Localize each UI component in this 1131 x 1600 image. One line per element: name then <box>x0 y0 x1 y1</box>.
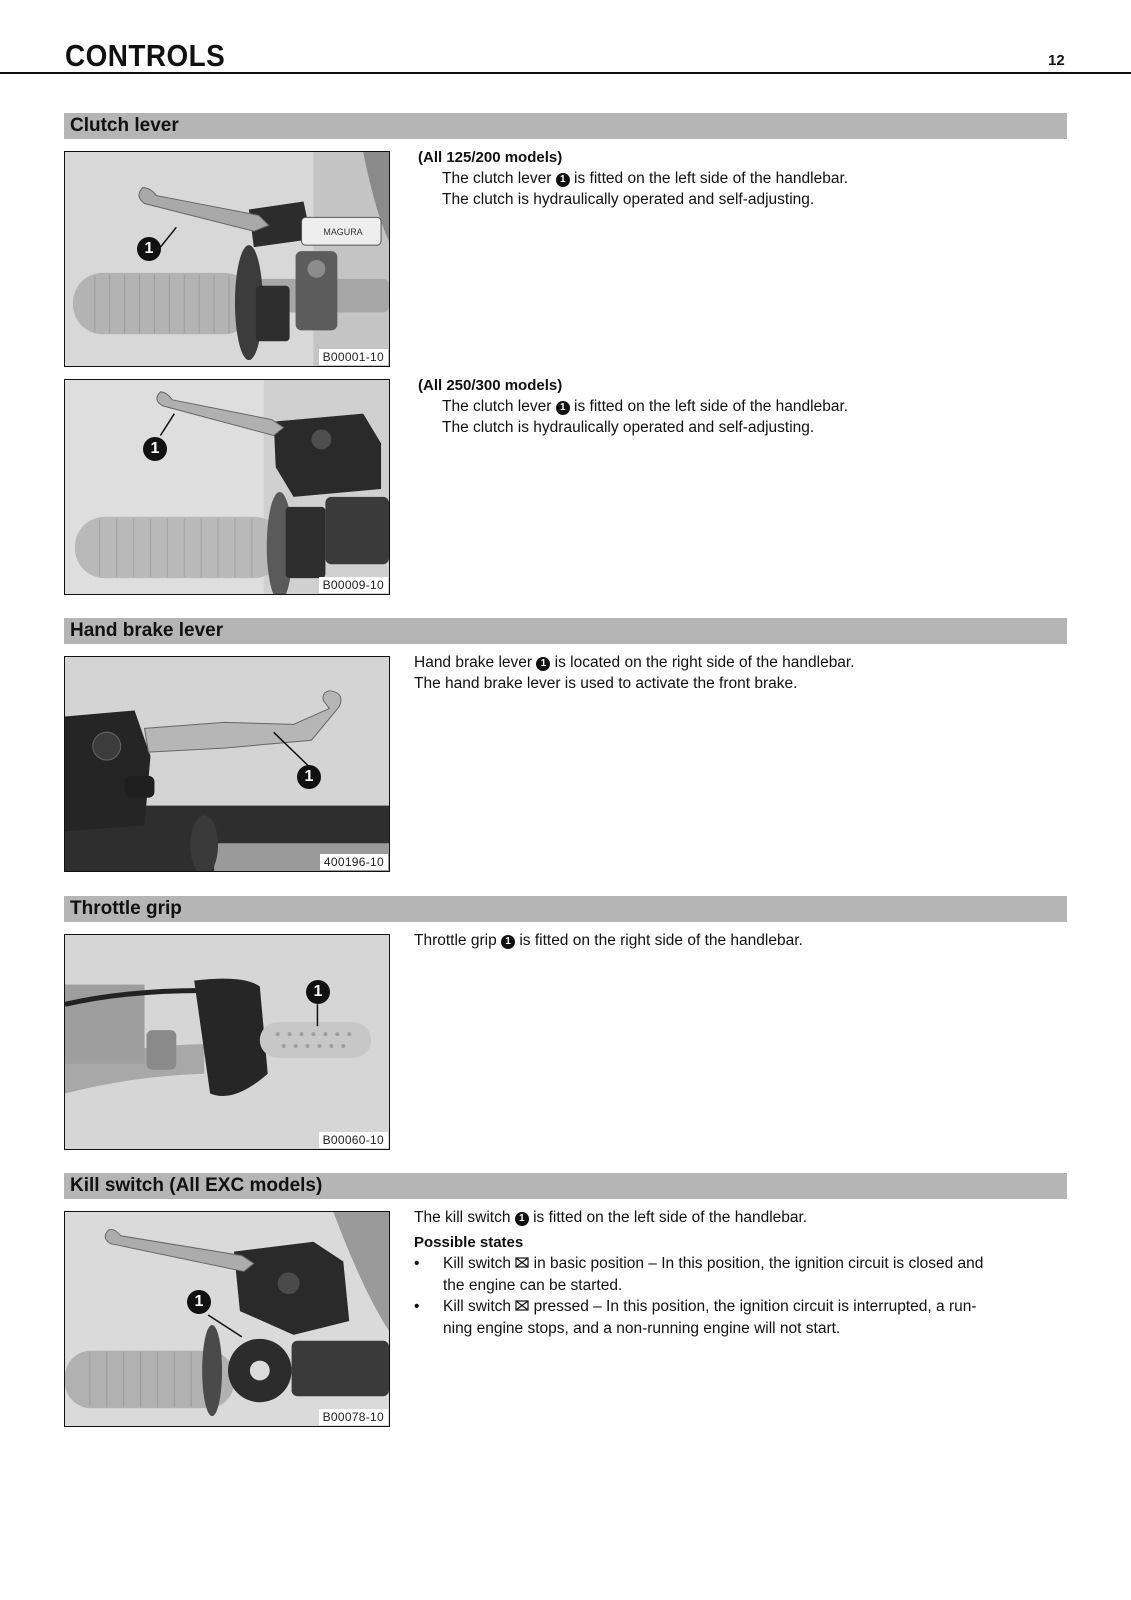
clutch-location-line <box>418 168 1058 189</box>
text-span: is fitted on the right side of the handlebar. <box>519 932 803 949</box>
throttle-grip-photo <box>65 935 389 1149</box>
text-span: Kill switch <box>443 1255 512 1272</box>
kill-switch-photo <box>65 1212 389 1426</box>
throttle-location-line <box>414 930 1064 951</box>
possible-states-heading: Possible states <box>414 1234 524 1251</box>
text-span: in basic position – In this position, the ignition circuit is closed and <box>533 1255 984 1272</box>
text-span: pressed – In this position, the ignition circuit is interrupted, a run- <box>533 1298 977 1315</box>
text-span: Throttle grip <box>414 932 497 949</box>
figure-hand-brake-lever <box>64 656 390 872</box>
clutch-125-200-text <box>418 147 1058 210</box>
text-span: is fitted on the left side of the handlebar. <box>574 170 849 187</box>
section-heading-clutch-lever: Clutch lever <box>64 113 1067 139</box>
numbered-callout-icon: 1 <box>556 173 570 187</box>
clutch-operation-line: The clutch is hydraulically operated and self-adjusting. <box>442 419 815 436</box>
numbered-callout-icon: 1 <box>536 657 550 671</box>
text-span: The kill switch <box>414 1209 511 1226</box>
kill-switch-text <box>414 1207 1064 1339</box>
bullet: • <box>414 1298 420 1315</box>
figure-code: 400196-10 <box>320 854 388 870</box>
clutch-location-line <box>418 396 1058 417</box>
text-span: The clutch lever <box>442 398 552 415</box>
figure-code: B00078-10 <box>319 1409 388 1425</box>
magura-label: MAGURA <box>323 227 363 238</box>
text-span: is fitted on the left side of the handlebar. <box>533 1209 808 1226</box>
callout-1-badge: 1 <box>143 437 167 461</box>
numbered-callout-icon: 1 <box>515 1212 529 1226</box>
state-pressed <box>414 1296 1064 1339</box>
text-span: is located on the right side of the handlebar. <box>554 654 855 671</box>
hand-brake-text <box>414 652 1064 694</box>
figure-kill-switch <box>64 1211 390 1427</box>
model-heading: (All 250/300 models) <box>418 377 563 394</box>
brake-function-line: The hand brake lever is used to activate the front brake. <box>414 675 798 692</box>
figure-throttle-grip <box>64 934 390 1150</box>
hand-brake-lever-photo <box>65 657 389 871</box>
text-span: is fitted on the left side of the handlebar. <box>574 398 849 415</box>
page-number: 12 <box>1048 52 1065 69</box>
bullet: • <box>414 1255 420 1272</box>
text-span: Hand brake lever <box>414 654 533 671</box>
section-heading-hand-brake-lever: Hand brake lever <box>64 618 1067 644</box>
page-title: CONTROLS <box>65 38 226 73</box>
kill-switch-symbol-icon <box>515 1297 529 1318</box>
numbered-callout-icon: 1 <box>556 401 570 415</box>
state-basic-position <box>414 1253 1064 1296</box>
clutch-lever-photo <box>65 380 389 594</box>
callout-1-badge: 1 <box>306 980 330 1004</box>
figure-clutch-lever-125-200 <box>64 151 390 367</box>
clutch-operation-line: The clutch is hydraulically operated and self-adjusting. <box>442 191 815 208</box>
callout-1-badge: 1 <box>187 1290 211 1314</box>
brake-location-line <box>414 652 1064 673</box>
clutch-lever-photo <box>65 152 389 366</box>
section-heading-kill-switch: Kill switch (All EXC models) <box>64 1173 1067 1199</box>
section-heading-throttle-grip: Throttle grip <box>64 896 1067 922</box>
page-header <box>0 30 1131 74</box>
kill-switch-symbol-icon <box>515 1254 529 1275</box>
throttle-text <box>414 930 1064 951</box>
clutch-250-300-text <box>418 375 1058 438</box>
text-span: The clutch lever <box>442 170 552 187</box>
figure-code: B00001-10 <box>319 349 388 365</box>
figure-code: B00009-10 <box>319 577 388 593</box>
callout-1-badge: 1 <box>297 765 321 789</box>
text-span: Kill switch <box>443 1298 512 1315</box>
model-heading: (All 125/200 models) <box>418 149 563 166</box>
text-span: the engine can be started. <box>443 1277 623 1294</box>
callout-1-badge: 1 <box>137 237 161 261</box>
text-span: ning engine stops, and a non-running engine will not start. <box>443 1320 841 1337</box>
kill-switch-location-line <box>414 1207 1064 1228</box>
figure-code: B00060-10 <box>319 1132 388 1148</box>
figure-clutch-lever-250-300 <box>64 379 390 595</box>
numbered-callout-icon: 1 <box>501 935 515 949</box>
